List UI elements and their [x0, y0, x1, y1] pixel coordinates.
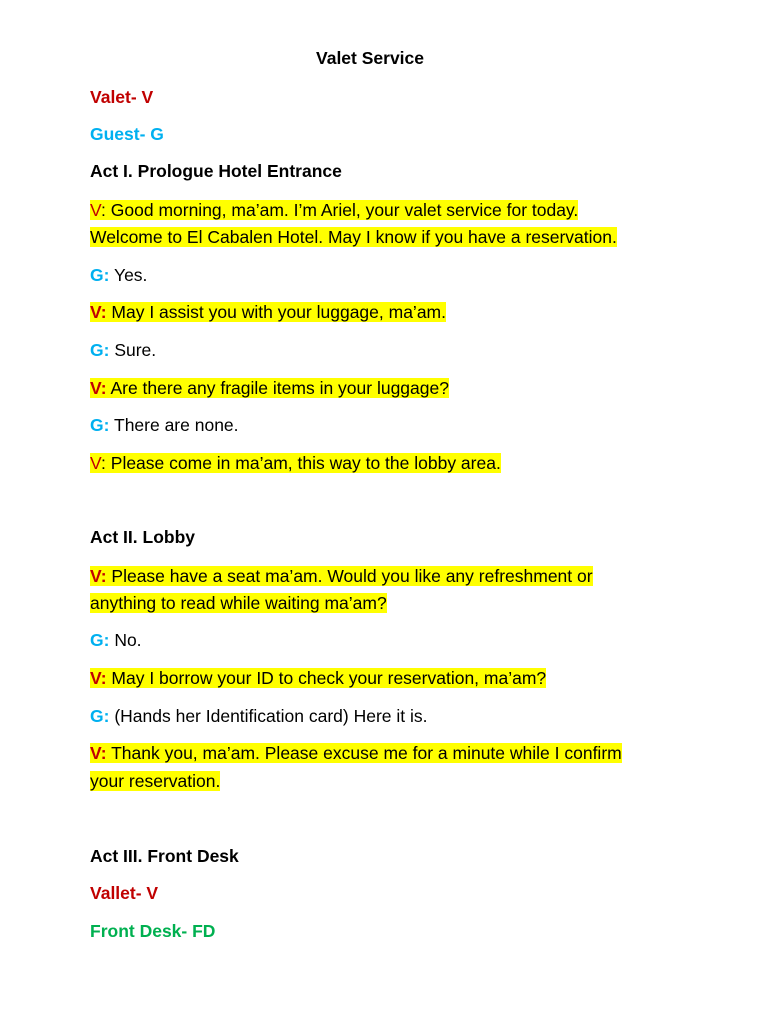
- speaker-guest: G:: [90, 265, 110, 285]
- dialogue-text: Thank you, ma’am. Please excuse me for a minute while I confirm: [106, 743, 622, 763]
- act3-heading: Act III. Front Desk: [90, 846, 239, 866]
- dialogue-text: Yes.: [109, 265, 148, 285]
- dialogue-line: [90, 703, 428, 730]
- dialogue-text: Sure.: [109, 340, 157, 360]
- speaker-valet: V: [90, 200, 102, 220]
- dialogue-line: [90, 262, 147, 289]
- cast-front-desk: Front Desk- FD: [90, 921, 216, 941]
- page-title: Valet Service: [316, 48, 424, 68]
- cast-guest: Guest- G: [90, 124, 164, 144]
- dialogue-text: May I borrow your ID to check your reservation, ma’am?: [106, 668, 547, 688]
- dialogue-line: [90, 627, 142, 654]
- dialogue-line: [90, 665, 546, 692]
- dialogue-text: May I assist you with your luggage, ma’am.: [106, 302, 446, 322]
- act1-heading: Act I. Prologue Hotel Entrance: [90, 161, 342, 181]
- dialogue-text: Are there any fragile items in your luggage?: [106, 378, 449, 398]
- dialogue-line: [90, 590, 387, 617]
- speaker-valet: V:: [90, 743, 107, 763]
- dialogue-text: Good morning, ma’am. I’m Ariel, your valet service for today.: [105, 200, 579, 220]
- dialogue-line: V: Please come in ma’am, this way to the lobby area.: [90, 453, 501, 473]
- dialogue-line: [90, 412, 239, 439]
- cast-vallet: Vallet- V: [90, 883, 159, 903]
- dialogue-text: There are none.: [109, 415, 239, 435]
- dialogue-text: (Hands her Identification card) Here it is.: [109, 706, 428, 726]
- speaker-valet: V:: [90, 566, 107, 586]
- dialogue-line: [90, 740, 622, 767]
- speaker-guest: G:: [90, 706, 110, 726]
- dialogue-text: anything to read while waiting ma’am?: [90, 593, 387, 613]
- dialogue-line: [90, 337, 156, 364]
- dialogue-text: Please have a seat ma’am. Would you like any refreshment or: [106, 566, 593, 586]
- dialogue-line: [90, 768, 220, 795]
- act2-heading: Act II. Lobby: [90, 527, 195, 547]
- dialogue-line: V: Good morning, ma’am. I’m Ariel, your valet service for today.: [90, 200, 579, 220]
- dialogue-text: your reservation.: [90, 771, 221, 791]
- cast-valet: Valet- V: [90, 87, 154, 107]
- speaker-valet: V:: [90, 302, 107, 322]
- dialogue-text: No.: [109, 630, 142, 650]
- speaker-valet: V: [90, 453, 102, 473]
- dialogue-line: [90, 224, 617, 251]
- speaker-guest: G:: [90, 340, 110, 360]
- dialogue-line: [90, 299, 446, 326]
- dialogue-text: Welcome to El Cabalen Hotel. May I know if you have a reservation.: [90, 227, 617, 247]
- speaker-guest: G:: [90, 630, 110, 650]
- speaker-valet: V:: [90, 668, 107, 688]
- dialogue-text: Please come in ma’am, this way to the lobby area.: [105, 453, 501, 473]
- speaker-valet: V:: [90, 378, 107, 398]
- dialogue-line: [90, 375, 449, 402]
- dialogue-line: [90, 563, 593, 590]
- speaker-guest: G:: [90, 415, 110, 435]
